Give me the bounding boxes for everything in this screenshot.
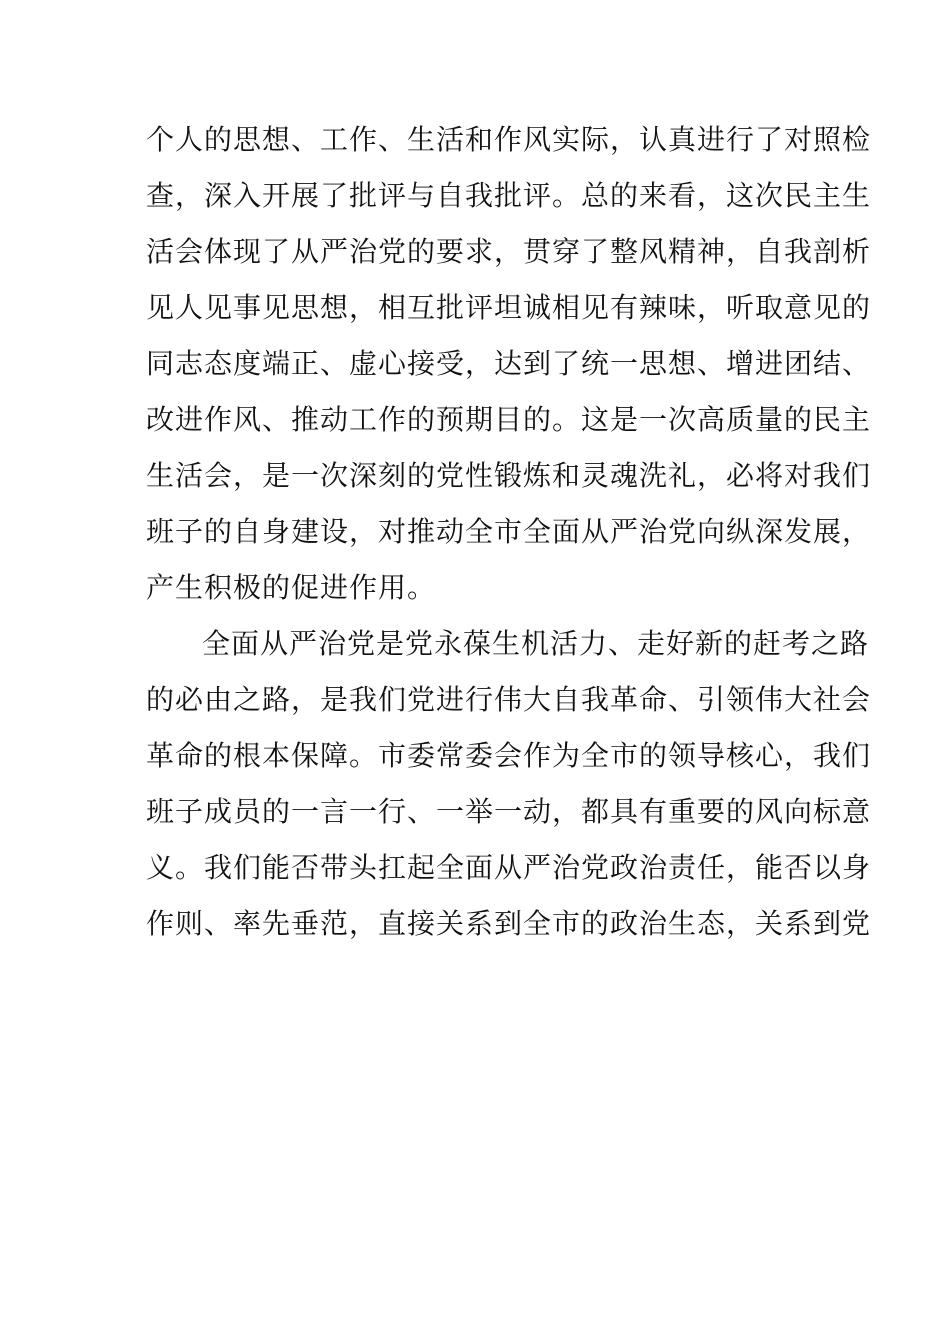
document-body xyxy=(146,112,872,952)
text-line: 班子的自身建设，对推动全市全面从严治党向纵深发展， xyxy=(146,515,872,548)
text-line: 班子成员的一言一行、一举一动，都具有重要的风向标意 xyxy=(146,795,872,828)
text-line: 产生积极的促进作用。 xyxy=(146,571,437,604)
text-line: 见人见事见思想，相互批评坦诚相见有辣味，听取意见的 xyxy=(146,291,872,324)
text-line: 义。我们能否带头扛起全面从严治党政治责任，能否以身 xyxy=(146,851,872,884)
text-line: 革命的根本保障。市委常委会作为全市的领导核心，我们 xyxy=(146,739,872,772)
text-line: 生活会，是一次深刻的党性锻炼和灵魂洗礼，必将对我们 xyxy=(146,459,872,492)
text-line: 改进作风、推动工作的预期目的。这是一次高质量的民主 xyxy=(146,403,872,436)
text-line: 活会体现了从严治党的要求，贯穿了整风精神，自我剖析 xyxy=(146,235,872,268)
text-line: 同志态度端正、虚心接受，达到了统一思想、增进团结、 xyxy=(146,347,872,380)
text-line: 全面从严治党是党永葆生机活力、走好新的赶考之路 xyxy=(202,627,870,660)
paragraph-1 xyxy=(146,112,872,616)
text-line: 作则、率先垂范，直接关系到全市的政治生态，关系到党 xyxy=(146,907,872,940)
text-line: 个人的思想、工作、生活和作风实际，认真进行了对照检 xyxy=(146,123,872,156)
text-line: 查，深入开展了批评与自我批评。总的来看，这次民主生 xyxy=(146,179,872,212)
text-line: 的必由之路，是我们党进行伟大自我革命、引领伟大社会 xyxy=(146,683,872,716)
paragraph-2 xyxy=(146,616,872,952)
